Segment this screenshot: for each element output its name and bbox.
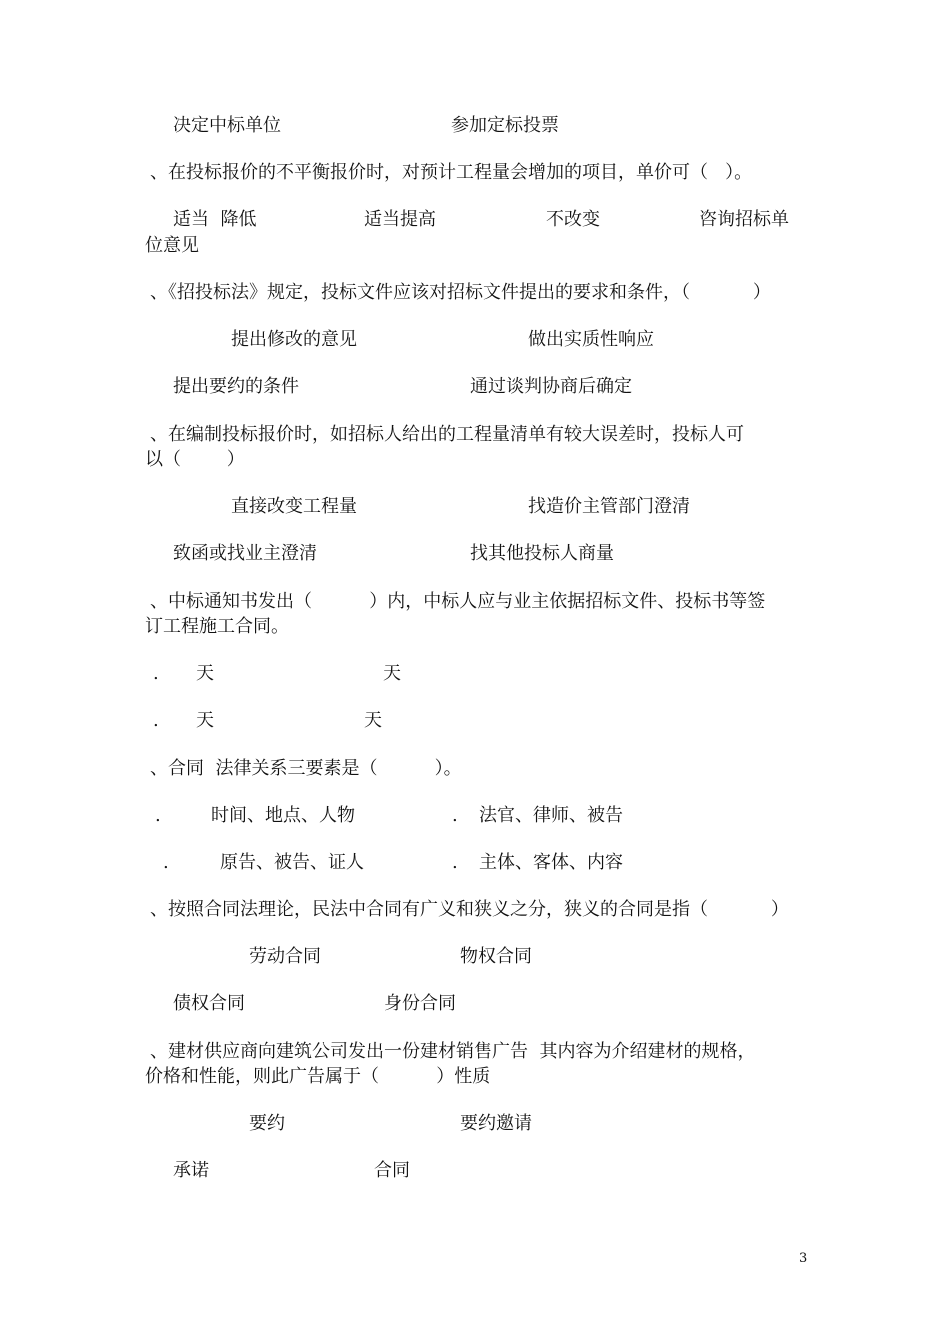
option-text: 天 — [196, 710, 214, 731]
option-text: 承诺 — [173, 1160, 209, 1181]
option-text: 决定中标单位 — [173, 115, 281, 136]
option-text: 天 — [196, 663, 214, 684]
option-text: 主体、客体、内容 — [479, 852, 623, 873]
option-text: 物权合同 — [460, 946, 532, 967]
option-text: 适当提高 — [364, 209, 436, 230]
option-text: 天 — [383, 663, 401, 684]
question-text: 以（ ） — [145, 449, 245, 470]
page-number: 3 — [799, 1251, 808, 1266]
option-text: 要约邀请 — [460, 1113, 532, 1134]
option-text: 提出修改的意见 — [231, 329, 357, 350]
option-text: 找造价主管部门澄清 — [528, 496, 690, 517]
option-marker: . — [452, 805, 458, 826]
option-marker: . — [153, 710, 159, 731]
option-marker: . — [163, 852, 169, 873]
option-text: 参加定标投票 — [451, 115, 559, 136]
question-text: 订工程施工合同。 — [145, 616, 289, 637]
option-text: 天 — [364, 710, 382, 731]
question-text: 、建材供应商向建筑公司发出一份建材销售广告 其内容为介绍建材的规格， — [150, 1041, 756, 1062]
option-text: 做出实质性响应 — [528, 329, 654, 350]
question-text: 、在投标报价的不平衡报价时，对预计工程量会增加的项目，单价可（ ）。 — [150, 162, 753, 183]
option-text: 不改变 — [546, 209, 600, 230]
option-text: 原告、被告、证人 — [220, 852, 364, 873]
option-text: 债权合同 — [173, 993, 245, 1014]
option-text: 提出要约的条件 — [173, 376, 299, 397]
option-text: 合同 — [374, 1160, 410, 1181]
option-marker: . — [153, 663, 159, 684]
option-text: 法官、律师、被告 — [479, 805, 623, 826]
option-marker: . — [155, 805, 161, 826]
question-text: 、中标通知书发出（ ）内，中标人应与业主依据招标文件、投标书等签 — [150, 591, 766, 612]
option-text: 适当 降低 — [173, 209, 257, 230]
option-marker: . — [452, 852, 458, 873]
option-text: 直接改变工程量 — [231, 496, 357, 517]
option-text: 致函或找业主澄清 — [173, 543, 317, 564]
option-text: 要约 — [249, 1113, 285, 1134]
question-text: 价格和性能，则此广告属于（ ）性质 — [145, 1066, 491, 1087]
question-text: 、合同 法律关系三要素是（ ）。 — [150, 758, 462, 779]
question-text: 、按照合同法理论，民法中合同有广义和狭义之分，狭义的合同是指（ ） — [150, 899, 789, 920]
option-text: 咨询招标单 — [699, 209, 789, 230]
option-text: 身份合同 — [384, 993, 456, 1014]
question-text: 、《招投标法》规定，投标文件应该对招标文件提出的要求和条件，（ ） — [150, 282, 771, 303]
option-text: 劳动合同 — [249, 946, 321, 967]
option-text: 时间、地点、人物 — [211, 805, 355, 826]
option-text: 位意见 — [145, 235, 199, 256]
option-text: 找其他投标人商量 — [470, 543, 614, 564]
option-text: 通过谈判协商后确定 — [470, 376, 632, 397]
question-text: 、在编制投标报价时，如招标人给出的工程量清单有较大误差时，投标人可 — [150, 424, 744, 445]
